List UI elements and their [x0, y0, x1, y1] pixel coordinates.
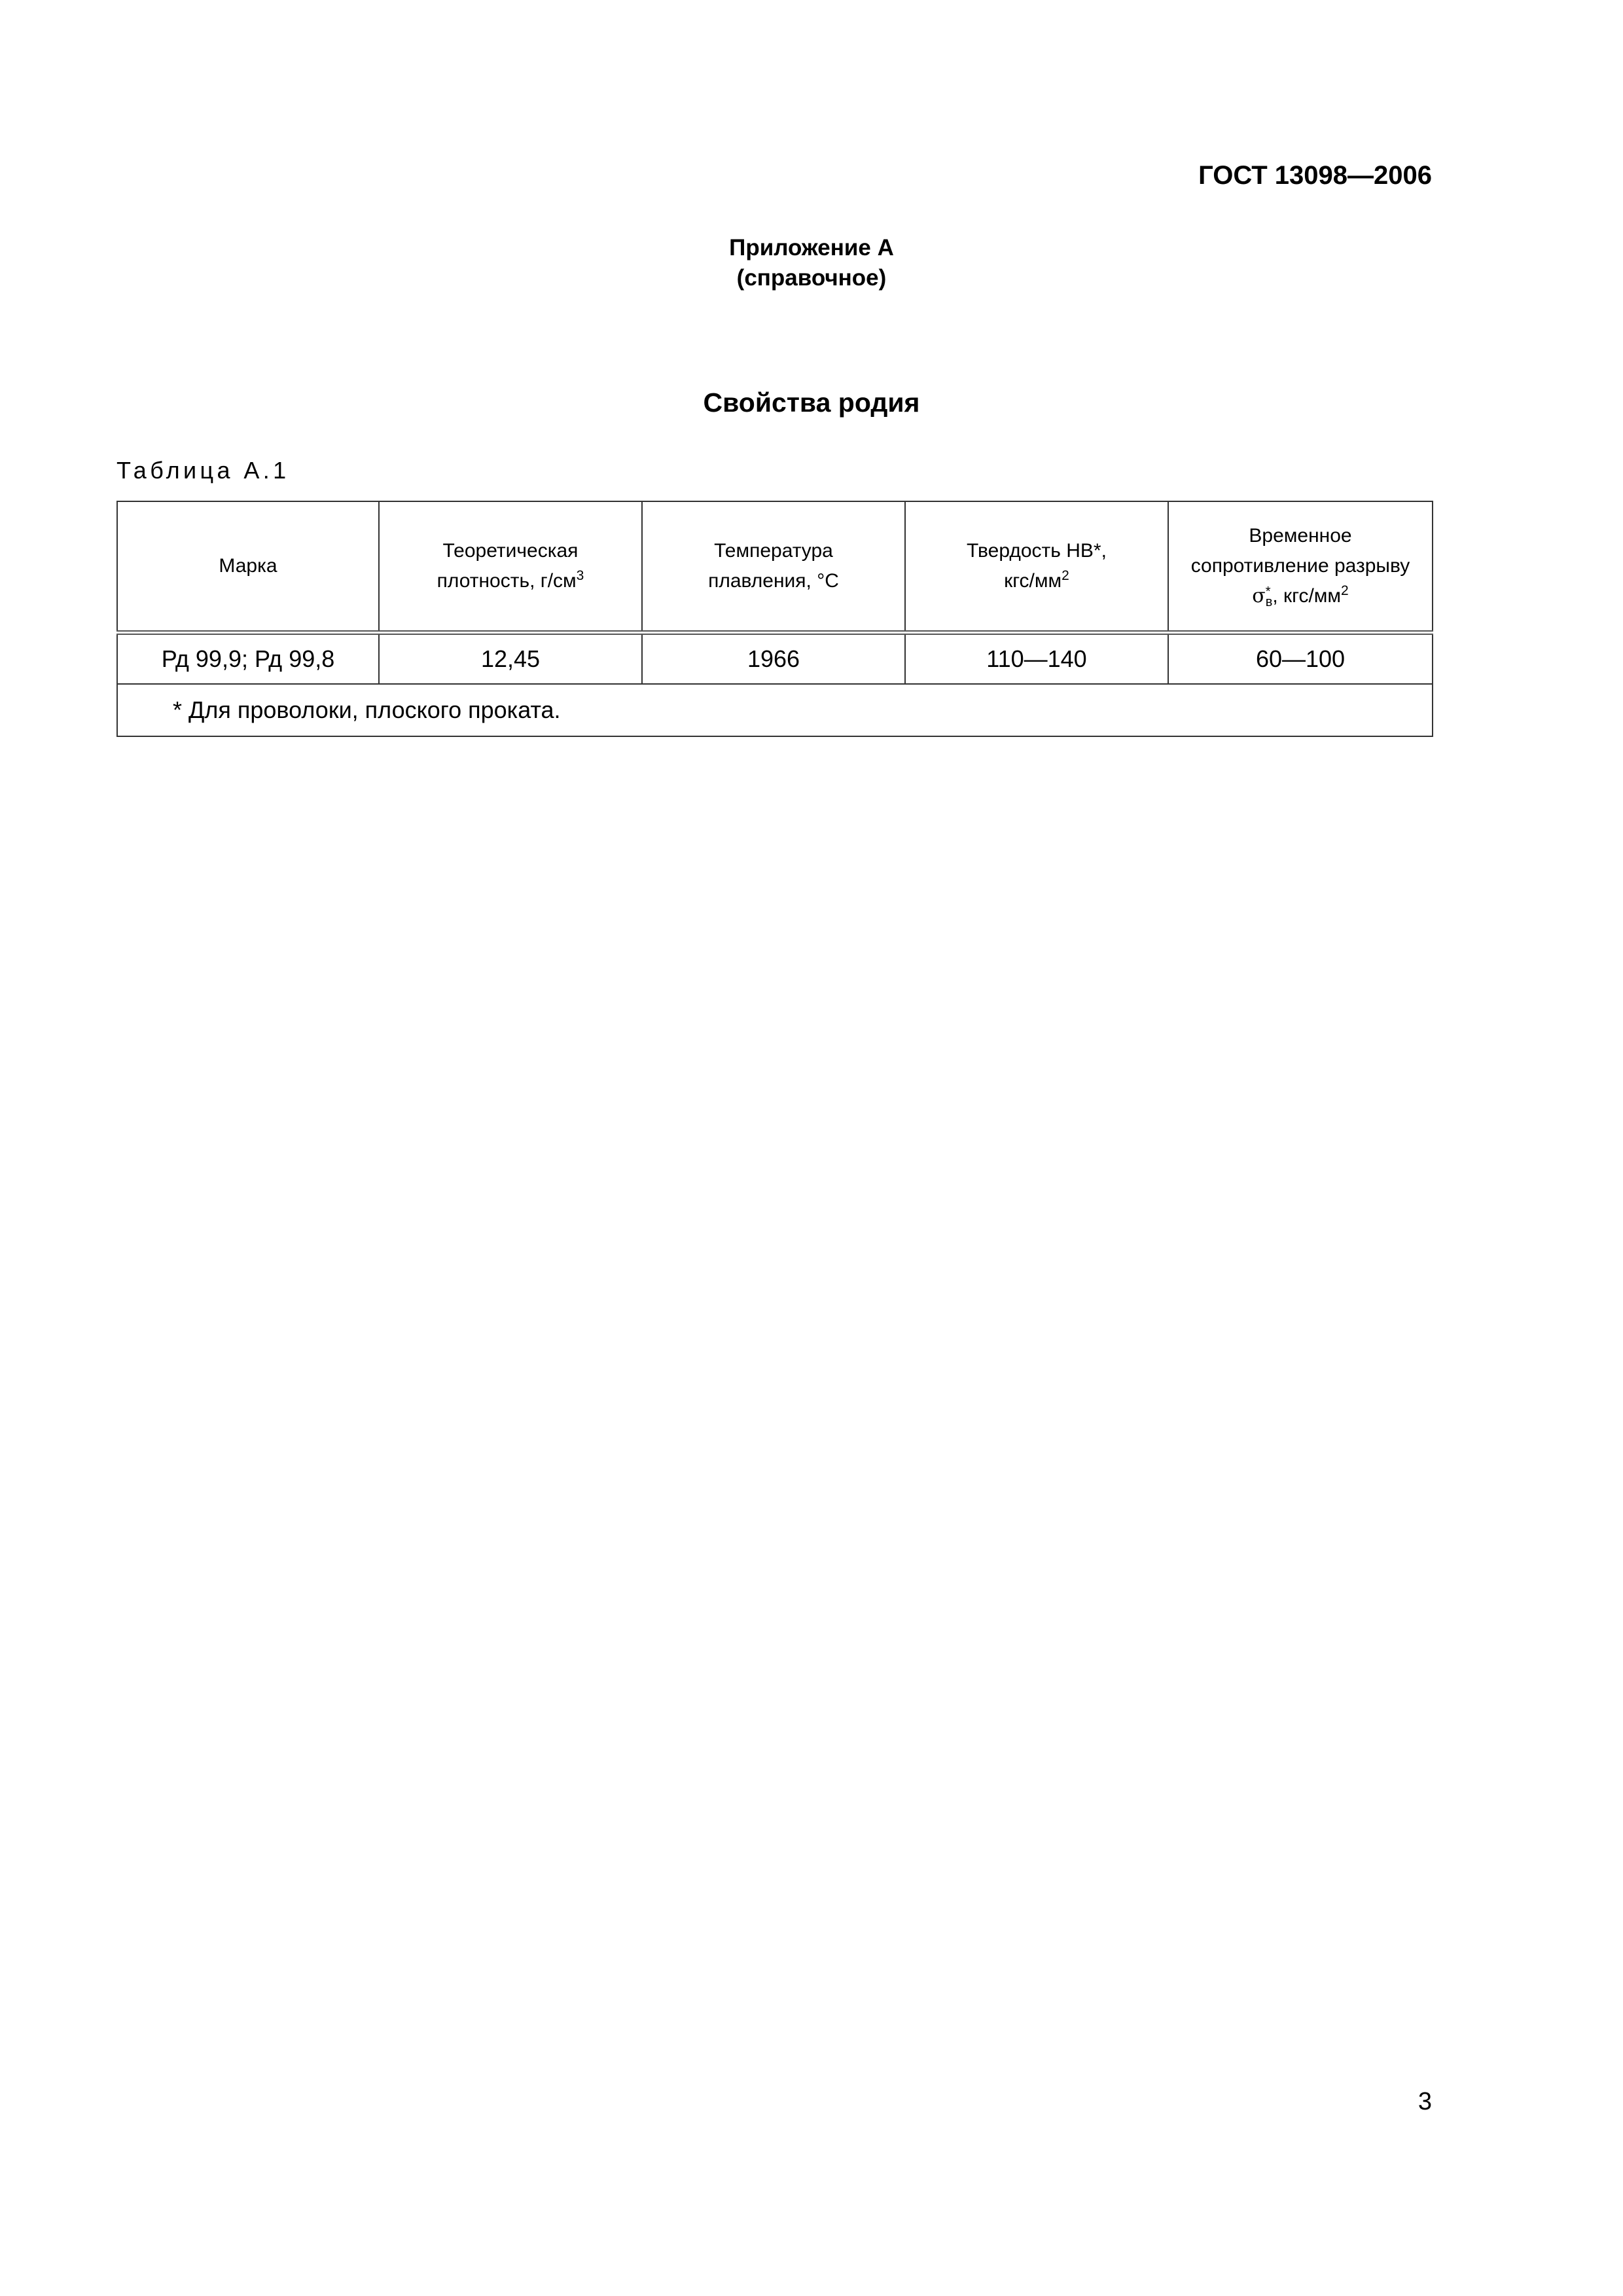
header-density-unit-exponent: 3 — [576, 568, 584, 583]
table-header-row — [117, 501, 1433, 633]
properties-table — [116, 501, 1433, 737]
header-cell-melting — [642, 501, 905, 633]
header-strength-line3 — [1174, 581, 1427, 611]
header-strength-unit-exponent: 2 — [1341, 583, 1349, 598]
header-cell-strength — [1168, 501, 1433, 633]
header-hardness-line2 — [911, 566, 1162, 596]
appendix-heading — [0, 233, 1623, 293]
header-hardness-unit-exponent: 2 — [1061, 568, 1069, 583]
header-cell-density — [379, 501, 642, 633]
header-cell-mark — [117, 501, 379, 633]
cell-melting: 1966 — [642, 633, 905, 685]
cell-hardness: 110—140 — [905, 633, 1168, 685]
header-density-line2 — [385, 566, 636, 596]
header-hardness-line1: Твердость НВ*, — [967, 540, 1107, 562]
table-caption: Таблица А.1 — [116, 457, 290, 484]
header-strength-unit: , кгс/мм — [1272, 585, 1342, 607]
table-footnote-row — [117, 684, 1433, 736]
appendix-subtitle: (справочное) — [736, 265, 887, 291]
header-melting-line1: Температура — [714, 540, 833, 562]
header-hardness-unit: кгс/мм — [1004, 570, 1062, 592]
sigma-superscript: * — [1265, 584, 1271, 600]
appendix-title: Приложение А — [729, 235, 894, 260]
header-mark-label: Марка — [219, 555, 277, 577]
document-code: ГОСТ 13098—2006 — [1198, 161, 1432, 190]
page-number: 3 — [1418, 2088, 1432, 2115]
header-density-line1: Теоретическая — [442, 540, 579, 562]
header-strength-line1: Временное — [1249, 525, 1352, 547]
section-title: Свойства родия — [703, 387, 920, 418]
cell-density: 12,45 — [379, 633, 642, 685]
cell-mark: Рд 99,9; Рд 99,8 — [117, 633, 379, 685]
header-density-unit: плотность, г/см — [437, 570, 577, 592]
header-melting-line2: плавления, °С — [708, 570, 839, 592]
sigma-symbol: σ — [1252, 584, 1266, 607]
table-footnote: * Для проволоки, плоского проката. — [117, 684, 1433, 736]
header-strength-line2: сопротивление разрыву — [1190, 555, 1410, 577]
header-cell-hardness — [905, 501, 1168, 633]
cell-strength: 60—100 — [1168, 633, 1433, 685]
table-row — [117, 633, 1433, 685]
sigma-subscript: в — [1265, 595, 1273, 610]
